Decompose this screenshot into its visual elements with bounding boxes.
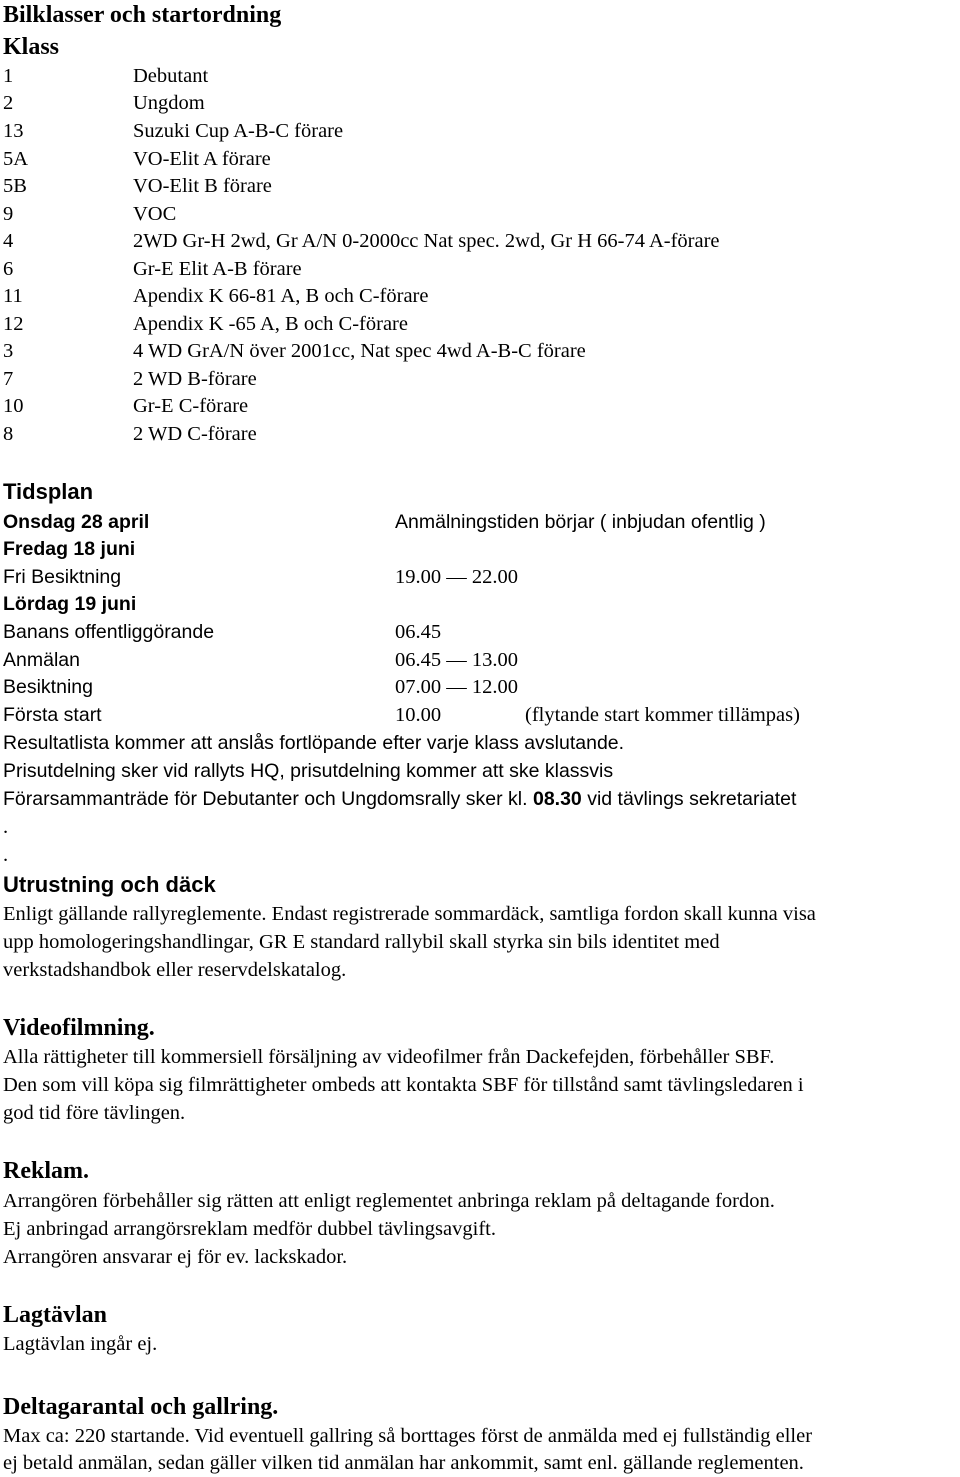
lordag-label: Lördag 19 juni [3,593,137,615]
video-heading: Videofilmning. [3,1015,155,1041]
klass-name: 4 WD GrA/N över 2001cc, Nat spec 4wd A-B-C förare [133,340,586,362]
forsta-start-note: (flytande start kommer tillämpas) [525,704,800,726]
klass-num: 5A [3,148,29,170]
utrustning-line: Enligt gällande rallyreglemente. Endast registrerade sommardäck, samtliga fordon skall kunna visa [3,903,816,925]
onsdag-label: Onsdag 28 april [3,511,150,533]
dot-line: . [3,844,9,866]
reklam-line: Ej anbringad arrangörsreklam medför dubbel tävlingsavgift. [3,1218,496,1240]
klass-name: 2WD Gr-H 2wd, Gr A/N 0-2000cc Nat spec. 2wd, Gr H 66-74 A-förare [133,230,720,252]
tidsplan-heading: Tidsplan [3,479,94,504]
klass-num: 1 [3,65,14,87]
forsta-start-label: Första start [3,704,102,726]
klass-name: 2 WD C-förare [133,423,257,445]
klass-name: VO-Elit B förare [133,175,272,197]
klass-num: 6 [3,258,14,280]
klass-name: Gr-E Elit A-B förare [133,258,302,280]
klass-name: Ungdom [133,92,205,114]
fredag-label: Fredag 18 juni [3,538,136,560]
klass-num: 7 [3,368,14,390]
utrustning-line: upp homologeringshandlingar, GR E standard rallybil skall styrka sin bils identitet med [3,931,720,953]
video-line: Alla rättigheter till kommersiell försäljning av videofilmer från Dackefejden, förbehåller SBF. [3,1046,775,1068]
fri-besiktning-time: 19.00 — 22.00 [395,566,518,588]
klass-name: Apendix K 66-81 A, B och C-förare [133,285,429,307]
resultat-text: Resultatlista kommer att anslås fortlöpande efter varje klass avslutande. [3,732,625,754]
banans-label: Banans offentliggörande [3,621,215,643]
fri-besiktning-label: Fri Besiktning [3,566,122,588]
video-line: Den som vill köpa sig filmrättigheter ombeds att kontakta SBF för tillstånd samt tävlingsledaren i [3,1074,804,1096]
besiktning-label: Besiktning [3,676,93,698]
klass-heading: Klass [3,34,60,60]
klass-num: 12 [3,313,24,335]
video-line: god tid före tävlingen. [3,1102,186,1124]
forarsammantrade-time: 08.30 [532,788,582,810]
document-title: Bilklasser och startordning [3,2,282,28]
klass-name: Gr-E C-förare [133,395,249,417]
klass-num: 4 [3,230,14,252]
forsta-start-time: 10.00 [395,704,442,726]
klass-num: 3 [3,340,14,362]
klass-num: 13 [3,120,24,142]
klass-name: VO-Elit A förare [133,148,271,170]
reklam-line: Arrangören ansvarar ej för ev. lackskador. [3,1246,348,1268]
klass-num: 10 [3,395,24,417]
klass-num: 11 [3,285,23,307]
prisutdelning-text: Prisutdelning sker vid rallyts HQ, prisutdelning kommer att ske klassvis [3,760,614,782]
utrustning-line: verkstadshandbok eller reservdelskatalog. [3,959,347,981]
klass-name: Suzuki Cup A-B-C förare [133,120,344,142]
klass-name: Debutant [133,65,209,87]
deltagare-line: Max ca: 220 startande. Vid eventuell gallring så borttages först de anmälda med ej fullständig eller [3,1425,813,1447]
anmalan-label: Anmälan [3,649,80,671]
reklam-heading: Reklam. [3,1158,89,1184]
klass-name: VOC [133,203,177,225]
deltagare-line: ej betald anmälan, sedan gäller vilken tid anmälan har ankommit, samt enl. gällande reglementen. [3,1452,804,1474]
klass-num: 5B [3,175,27,197]
lag-heading: Lagtävlan [3,1302,108,1328]
lag-line: Lagtävlan ingår ej. [3,1333,158,1355]
forarsammantrade-pre: Förarsammanträde för Debutanter och Ungdomsrally sker kl. [3,788,533,810]
klass-num: 9 [3,203,14,225]
utrustning-heading: Utrustning och däck [3,872,216,897]
klass-num: 8 [3,423,14,445]
anmalan-time: 06.45 — 13.00 [395,649,518,671]
banans-time: 06.45 [395,621,442,643]
forarsammantrade-post: vid tävlings sekretariatet [581,788,797,810]
onsdag-text: Anmälningstiden börjar ( inbjudan ofentlig ) [395,511,766,533]
klass-name: 2 WD B-förare [133,368,257,390]
klass-num: 2 [3,92,14,114]
besiktning-time: 07.00 — 12.00 [395,676,518,698]
reklam-line: Arrangören förbehåller sig rätten att enligt reglementet anbringa reklam på deltagande fordon. [3,1190,775,1212]
klass-name: Apendix K -65 A, B och C-förare [133,313,408,335]
dot-line: . [3,816,9,838]
forarsammantrade-text [3,785,796,813]
deltagare-heading: Deltagarantal och gallring. [3,1394,279,1420]
